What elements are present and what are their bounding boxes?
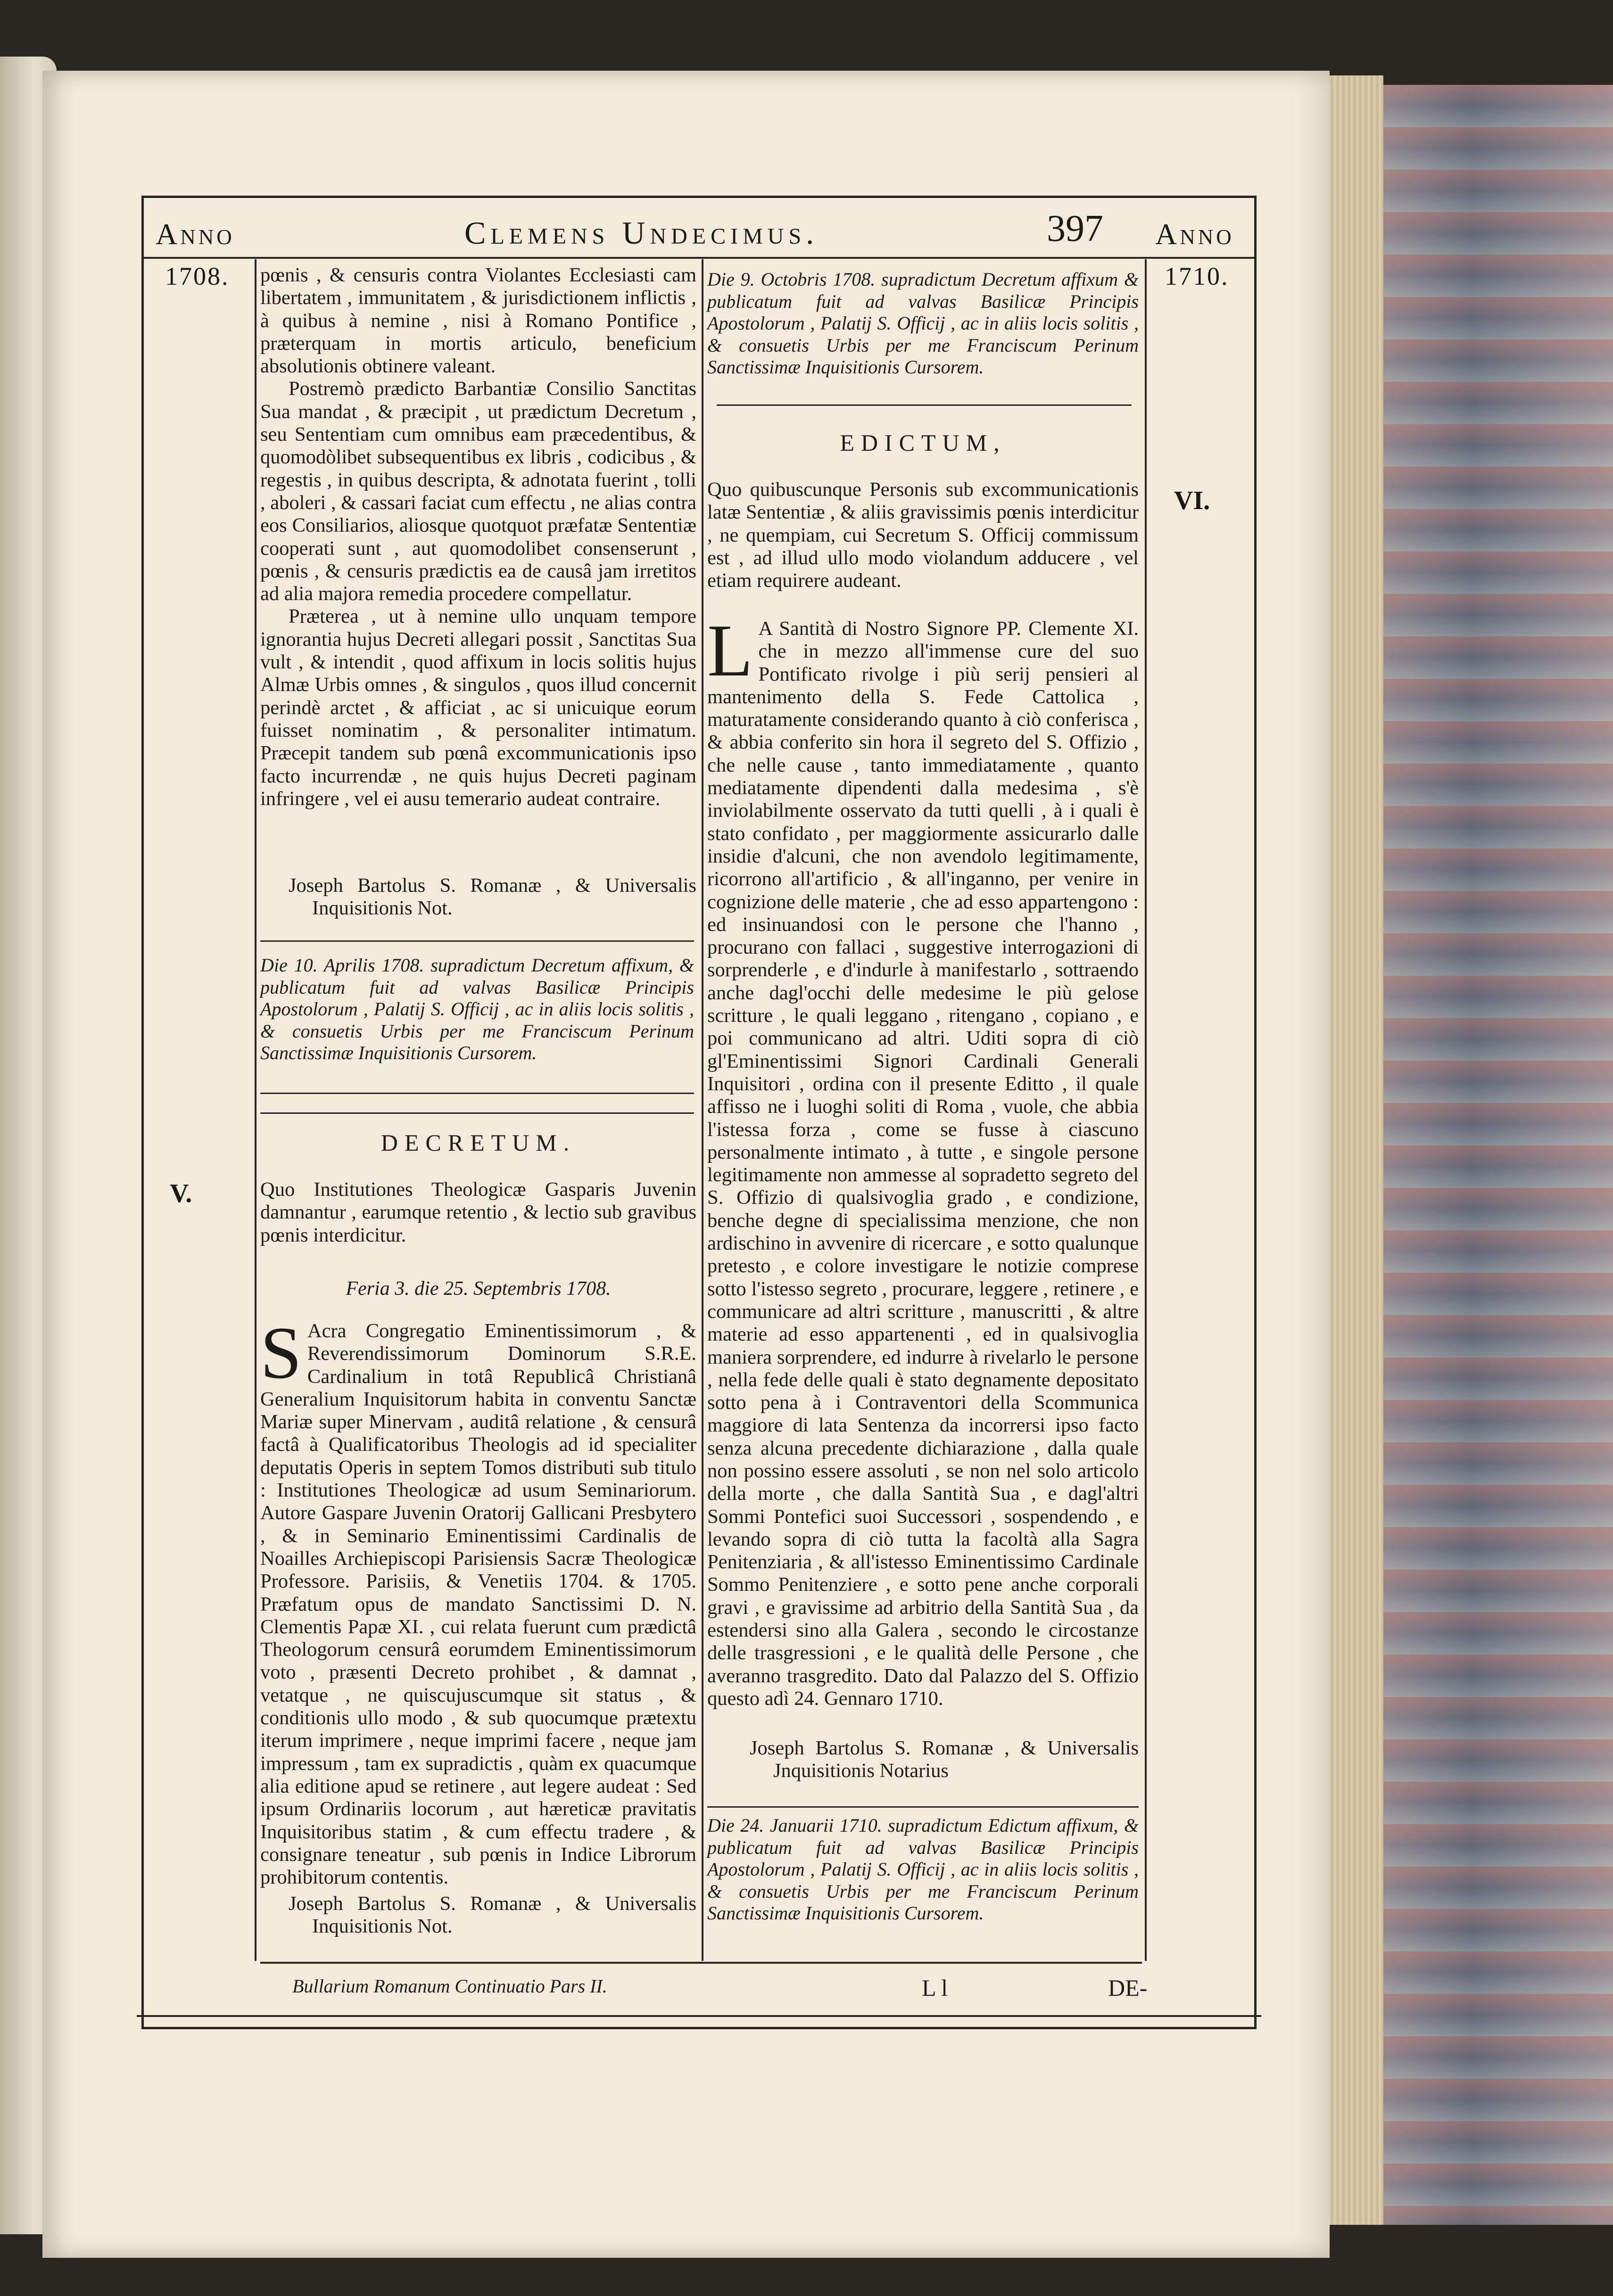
edictum-body [707,609,1139,1710]
footer-rule [137,2015,1261,2017]
signature-text-1: Joseph Bartolus S. Romanæ , & Universalis Inquisitionis Not. [289,874,696,920]
margin-number-vi: VI. [1174,486,1210,515]
affix-note-bottom: Die 24. Januarii 1710. supradictum Edictum affixum, & publicatum fuit ad valvas Basilicæ Principis Apostolorum , Palatij S. Officij , ac in aliis locis solitis , & consuetis Urbis per me Franciscum Perinum Sanctissimæ Inquisitionis Cursorem. [707,1815,1139,1924]
paragraph-praeterea: Præterea , ut à nemine ullo unquam tempore ignorantia hujus Decreti allegari possit , Sanctitas Sua vult , & intendit , quod affixum in locis solitis hujus Almæ Urbis omnes , & singulos , quos illud concernit perindè arctet , & afficiat , ac si unicuique eorum fuisset nominatim , & personaliter intimatum. Præcepit tandem sub pœnâ excommunicationis ipso facto incurrendæ , ne quis hujus Decreti paginam infringere , vel ei ausu temerario audeat contraire. [260,605,696,810]
margin-number-v: V. [170,1179,192,1208]
affix-note-top: Die 9. Octobris 1708. supradictum Decretum affixum & publicatum fuit ad valvas Basilicæ Principis Apostolorum , Palatij S. Officij , ac in aliis locis solitis , & consuetis Urbis per me Franciscum Perinum Sanctissimæ Inquisitionis Cursorem. [707,269,1139,378]
paragraph-postremo: Postremò prædicto Barbantiæ Consilio Sanctitas Sua mandat , & præcipit , ut prædictum Decretum , seu Sententiam cum omnibus eam præcedentibus, & quomodòlibet subsequentibus ex libris , codicibus , & regestis , in quibus descripta, & adnotata fuerint , tolli , aboleri , & cassari faciat cum effectu , ne alias contra eos Consiliarios, aliosque quotquot præfatæ Sententiæ cooperati sunt , aut quomodolibet consenserunt , pœnis , & censuris prædictis ea de causâ jam irretitos ad alia majora remedia procedere compellatur. [260,378,696,605]
right-rule-2 [707,1806,1139,1808]
page-number: 397 [1047,208,1103,249]
decretum-summary-text: Quo Institutiones Theologicæ Gasparis Juvenin damnantur , earumque retentio , & lectio sub gravibus pœnis interdicitur. [260,1178,696,1246]
decretum-body [260,1312,696,1889]
decretum-date: Feria 3. die 25. Septembris 1708. [346,1278,611,1300]
bottom-rule [260,1962,1142,1964]
left-rule-1 [260,940,694,942]
left-rule-2 [260,1093,694,1094]
marbled-cover [1377,85,1613,2225]
header-anno-left: Anno [156,217,235,251]
signature-mark: L l [922,1975,948,2001]
edictum-signature-text: Joseph Bartolus S. Romanæ , & Universalis Jnquisitionis Notarius [750,1737,1139,1782]
edictum-summary [707,478,1139,592]
signature-block-2 [260,1893,696,1938]
left-column-rule [255,259,256,1961]
year-left: 1708. [165,262,230,290]
continuation-paragraph: pœnis , & censuris contra Violantes Ecclesiasti cam libertatem , immunitatem , & jurisdictionem inflictis , à quibus à nemine , nisi à Romano Pontifice , præterquam in mortis articulo, beneficium absolutionis obtinere valeant. [260,264,696,378]
edictum-summary-text: Quo quibuscunque Personis sub excommunicationis latæ Sententiæ , & aliis gravissimis pœnis interdicitur , ne quempiam, cui Secretum S. Officij commissum est , ad illud ullo modo violandum adducere , vel etiam requirere audeant. [707,478,1139,592]
decretum-body-text: Acra Congregatio Eminentissimorum , & Reverendissimorum Dominorum S.R.E. Cardinalium in totâ Republicâ Christianâ Generalium Inquisitorum habita in conventu Sanctæ Mariæ super Minervam , auditâ relatione , & censurâ factâ à Qualificatoribus Theologis ad id specialiter deputatis Operis in septem Tomos distributi sub titulo : Institutiones Theologicæ ad usum Seminariorum. Autore Gaspare Juvenin Oratorij Gallicani Presbytero , & in Seminario Eminentissimi Cardinalis de Noailles Archiepiscopi Parisiensis Sacræ Theologicæ Professore. Parisiis, & Venetiis 1704. & 1705. Præfatum opus de mandato Sanctissimi D. N. Clementis Papæ XI. , cui relata fuerunt cum prædictâ Theologorum censurâ eorumdem Eminentissimorum voto , præsenti Decreto prohibet , & damnat , vetatque , ne quiscujuscumque sit status , & conditionis ullo modo , & sub quocumque prætextu iterum imprimere , neque imprimi facere , neque jam impressum , tam ex supradictis , quàm ex quacumque alia editione apud se retinere , aut legere audeat : Sed ipsum Ordinariis locorum , aut hæreticæ pravitatis Inquisitoribus statim , & cum effectu tradere , & consignare teneatur , sub pœnis in Indice Librorum prohibitorum contentis. [260,1320,696,1889]
decretum-heading: DECRETUM. [381,1129,576,1156]
decretum-dropcap: S [260,1312,302,1394]
year-right: 1710. [1165,262,1229,290]
running-title: Clemens Undecimus. [464,215,819,251]
center-column-rule [702,259,703,1961]
header-rule [141,257,1257,259]
edictum-heading: EDICTUM, [840,429,1006,456]
right-rule-1 [717,404,1132,406]
edictum-body-text: A Santità di Nostro Signore PP. Clemente XI. che in mezzo all'immense cure del suo Pontificato rivolge i più serij pensieri al mantenimento della S. Fede Cattolica , maturatamente considerando quanto à ciò conferisca , & abbia conferito sin hora il segreto del S. Offizio , che nelle cause , tanto immediatamente , quanto mediatamente dipendenti dalla medesima , s'è inviolabilmente osservato da tutti quelli , à i quali è stato confidato , per maggiormente assicurarlo dalle insidie d'alcuni, che non avendolo legitimamente, ricorrono all'artificio , & all'inganno, per venire in cognizione delle materie , che ad esso appartengono : ed insinuandosi con le persone che l'hanno , procurano con fallaci , suggestive interrogazioni di sorprenderle , e d'indurle à manifestarlo , sottraendo anche dagl'occhi delle medesime le più gelose scritture , le quali leggano , ritengano , copiano , e poi communicano ad altri. Uditi sopra di ciò gl'Eminentissimi Signori Cardinali Generali Inquisitori , ordina con il presente Editto , il quale affisso ne i luoghi soliti di Roma , vuole, che abbia l'istessa forza , come se fusse à ciascuno personalmente intimato , à tutte , e singole persone legitimamente non ammesse al sopradetto segreto del S. Offizio di qualsivoglia grado , e condizione, benche degne di specialissima menzione, che non ardischino in avvenire di ricercare , e sotto qualunque pretesto , e colore investigare le notizie comprese sotto l'istesso segreto , procurare, leggere , retinere , e communicare ad altri scritture , manuscritti , & altre materie ad esso appartenenti , ed in qualsivoglia maniera sorprendere, ed indurre à rivelarlo le persone , nella fede delle quali è stato degnamente depositato sotto pena à i Contraventori della Scommunica maggiore di lata Sentenza da incorrersi ipso facto senza alcuna precedente dichiarazione , dalla quale non possino essere assoluti , se non nel solo articolo della morte , che dalla Santità Sua , e dagl'altri Sommi Pontefici suoi Successori , sospendendo , e levando sopra di ciò tutta la facoltà alla Sagra Penitenziaria , & all'istesso Eminentissimo Cardinale Sommo Penitenziere , e sotto pene anche corporali gravi , e gravissime ad arbitrio della Santità Sua , da estendersi sino alla Galera , secondo le circostanze delle trasgressioni , e le qualità delle Persone , che averanno trasgredito. Dato dal Palazzo del S. Offizio questo adì 24. Gennaro 1710. [707,617,1139,1710]
left-rule-3 [260,1112,694,1114]
decretum-summary [260,1178,696,1247]
catchword: DE- [1108,1975,1148,2001]
edictum-signature-block [707,1737,1139,1783]
signature-text-2: Joseph Bartolus S. Romanæ , & Universalis Inquisitionis Not. [289,1893,696,1938]
signature-block-1 [260,874,696,920]
affix-note-1: Die 10. Aprilis 1708. supradictum Decretum affixum, & publicatum fuit ad valvas Basilicæ Principis Apostolorum , Palatij S. Officij , ac in aliis locis solitis , & consuetis Urbis per me Franciscum Perinum Sanctissimæ Inquisitionis Cursorem. [260,955,694,1063]
footer-title: Bullarium Romanum Continuatio Pars II. [292,1975,607,1997]
edictum-dropcap: L [707,609,753,692]
left-column-text [260,264,696,810]
right-column-rule [1145,259,1147,1961]
header-anno-right: Anno [1155,217,1234,251]
